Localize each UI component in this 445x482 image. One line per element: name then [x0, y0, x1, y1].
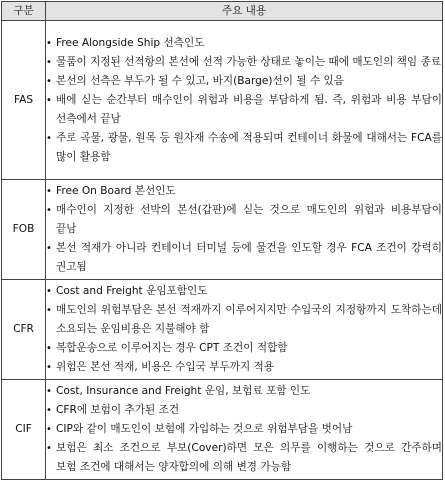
bullet-icon: • — [46, 343, 52, 354]
list-item-text: 본선 적재가 아니라 컨테이너 터미널 등에 물건을 인도할 경우 FCA 조건이 강력히 권고됨 — [56, 242, 442, 273]
bullet-icon: • — [46, 132, 52, 144]
list-item-text: 위험은 본선 적재, 비용은 수입국 부두까지 적용 — [56, 361, 275, 373]
bullet-icon: • — [46, 362, 52, 373]
list-item — [46, 382, 442, 401]
bullet-icon: • — [46, 305, 52, 316]
term-description — [46, 21, 443, 180]
list-item — [46, 339, 442, 358]
list-item — [46, 91, 442, 129]
list-item-text: 매도인의 위험부담은 본선 적재까지 이루어지지만 수입국의 지정항까지 도착하는데 소요되는 운임비용은 지불해야 함 — [56, 304, 442, 335]
term-code: FOB — [2, 180, 46, 280]
table-row-cfr — [2, 280, 443, 380]
table-row-cif — [2, 380, 443, 480]
list-item — [46, 129, 442, 167]
list-item — [46, 358, 442, 377]
term-description — [46, 180, 443, 280]
bullet-icon: • — [46, 56, 52, 68]
bullet-icon: • — [46, 286, 52, 297]
bullet-icon: • — [46, 243, 52, 254]
bullet-icon: • — [46, 405, 52, 416]
header-row — [2, 2, 443, 21]
bullet-icon: • — [46, 37, 52, 49]
list-item-text: 배에 싣는 순간부터 매수인이 위험과 비용을 부담하게 됨. 즉, 위험과 비용 부담이 선측에서 끝남 — [56, 93, 442, 125]
bullet-list — [46, 382, 442, 477]
term-code: CFR — [2, 280, 46, 380]
list-item-text: CFR에 보험이 추가된 조건 — [56, 404, 180, 416]
list-item — [46, 420, 442, 439]
list-item — [46, 72, 442, 91]
list-item-text: Free Alongside Ship 선측인도 — [56, 36, 205, 49]
table-row-fob — [2, 180, 443, 280]
list-item — [46, 53, 442, 72]
bullet-icon: • — [46, 205, 52, 216]
list-item-text: CIP와 같이 매도인이 보험에 가입하는 것으로 위험부담을 벗어남 — [56, 423, 353, 435]
bullet-list — [46, 282, 442, 377]
list-item-text: Free On Board 본선인도 — [56, 185, 176, 197]
term-code: FAS — [2, 21, 46, 180]
list-item-text: Cost and Freight 운임포함인도 — [56, 285, 208, 297]
list-item-text: 복합운송으로 이루어지는 경우 CPT 조건이 적합함 — [56, 342, 288, 354]
bullet-icon: • — [46, 94, 52, 106]
bullet-icon: • — [46, 424, 52, 435]
term-code: CIF — [2, 380, 46, 480]
list-item — [46, 239, 442, 277]
list-item-text: Cost, Insurance and Freight 운임, 보험료 포함 인도 — [56, 385, 311, 397]
list-item — [46, 201, 442, 239]
bullet-icon: • — [46, 75, 52, 87]
list-item-text: 본선의 선측은 부두가 될 수 있고, 바지(Barge)선이 될 수 있음 — [56, 74, 345, 87]
list-item — [46, 282, 442, 301]
list-item — [46, 182, 442, 201]
bullet-list — [46, 182, 442, 277]
list-item — [46, 439, 442, 477]
header-content: 주요 내용 — [46, 2, 443, 21]
bullet-icon: • — [46, 443, 52, 454]
list-item-text: 물품이 지정된 선적항의 본선에 선적 가능한 상태로 놓이는 때에 매도인의 책임 종료 — [56, 55, 441, 68]
list-item — [46, 34, 442, 53]
term-description — [46, 280, 443, 380]
list-item-text: 매수인이 지정한 선박의 본선(갑판)에 싣는 것으로 매도인의 위험과 비용부담이 끝남 — [56, 204, 442, 235]
term-description — [46, 380, 443, 480]
list-item-text: 보험은 최소 조건으로 부보(Cover)하면 모은 의무를 이행하는 것으로 간주하며 보험 조건에 대해서는 양자합의에 의해 변경 가능함 — [56, 442, 442, 473]
list-item — [46, 401, 442, 420]
list-item-text: 주로 곡물, 광물, 원목 등 원자재 수송에 적용되며 컨테이너 화물에 대해서는 FCA를 많이 활용함 — [56, 131, 442, 163]
bullet-icon: • — [46, 186, 52, 197]
bullet-list — [46, 34, 442, 167]
bullet-icon: • — [46, 386, 52, 397]
table-row-fas — [2, 21, 443, 180]
header-category: 구분 — [2, 2, 46, 21]
incoterms-table — [1, 1, 443, 480]
list-item — [46, 301, 442, 339]
